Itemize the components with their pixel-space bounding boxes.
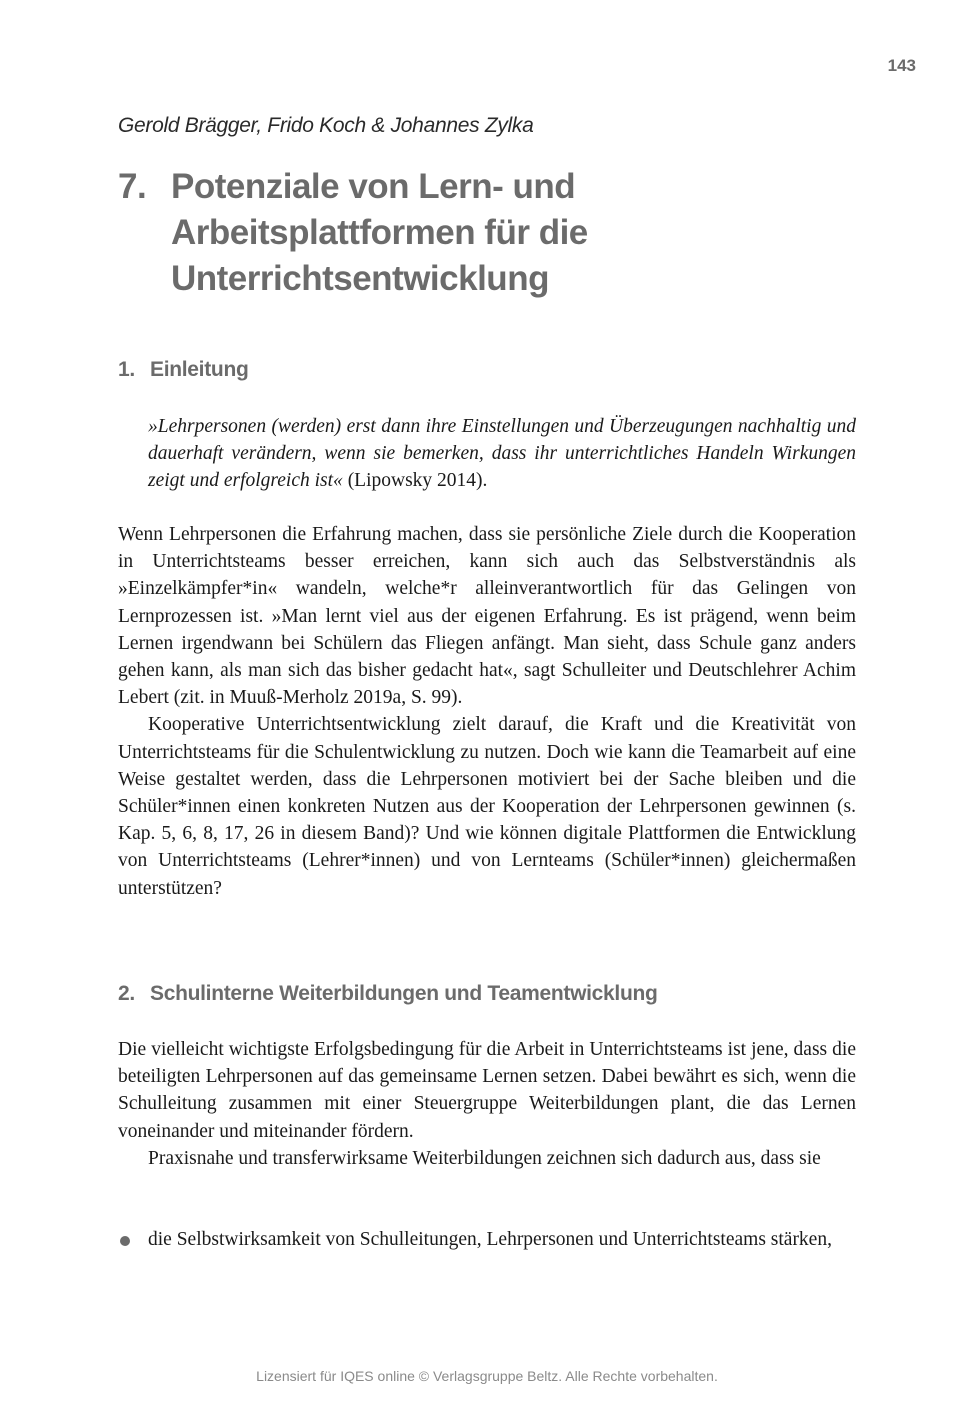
authors: Gerold Brägger, Frido Koch & Johannes Zylka (118, 114, 534, 137)
bullet-list (118, 1226, 856, 1253)
paragraph: Praxisnahe und transferwirksame Weiterbildungen zeichnen sich dadurch aus, dass sie (148, 1147, 821, 1169)
section-2-body (118, 1036, 856, 1172)
paragraph: Wenn Lehrpersonen die Erfahrung machen, dass sie persönliche Ziele durch die Kooperation in Unterrichtsteams besser erreichen, kann sich auch das Selbstverständnis als »Einzelkämpfer*in« wandeln, welche*r alleinverantwortlich für das Gelingen von Lernprozessen ist. »Man lernt viel aus der eigenen Erfahrung. Es ist prägend, wenn beim Lernen irgendwann bei Schülern das Fliegen anfängt. Man sieht, dass Schule ganz anders gehen kann, als man sich das bisher gedacht hat«, sagt Schulleiter und Deutschlehrer Achim Lebert (zit. in Muuß-Merholz 2019a, S. 99). (118, 524, 856, 709)
section-title: Schulinterne Weiterbildungen und Teamentwicklung (150, 982, 658, 1005)
chapter-number: 7. (118, 167, 147, 206)
section-number: 2. (118, 982, 135, 1005)
section-title: Einleitung (150, 358, 249, 381)
page-number: 143 (887, 56, 916, 75)
section-heading-weiterbildungen (118, 982, 658, 1006)
paragraph: Kooperative Unterrichtsentwicklung zielt darauf, die Kraft und die Kreativität von Unterrichtsteams für die Schulentwicklung zu nutzen. Doch wie kann die Teamarbeit auf eine Weise gestaltet werden, dass die Lehrpersonen motiviert bei der Sache bleiben und die Schüler*innen einen konkreten Nutzen aus der Kooperation der Lehrpersonen gewinnen (s. Kap. 5, 6, 8, 17, 26 in diesem Band)? Und wie können digitale Plattformen die Entwicklung von Unterrichtsteams (Lehrer*innen) und von Lernteams (Schüler*innen) gleichermaßen unterstützen? (118, 714, 856, 899)
chapter-title-text: Potenziale von Lern- und Arbeitsplattformen für die Unterrichtsentwicklung (171, 167, 588, 298)
section-number: 1. (118, 358, 135, 381)
chapter-title (118, 164, 818, 302)
license-footer: Lizensiert für IQES online © Verlagsgruppe Beltz. Alle Rechte vorbehalten. (256, 1368, 718, 1384)
list-item-text: die Selbstwirksamkeit von Schulleitungen, Lehrpersonen und Unterrichtsteams stärken, (148, 1229, 832, 1250)
list-item (118, 1226, 856, 1253)
bullet-dot-icon (118, 1226, 148, 1253)
quote-text: »Lehrpersonen (werden) erst dann ihre Einstellungen und Überzeugungen nachhaltig und dauerhaft verändern, wenn sie bemerken, dass ihr unterrichtliches Handeln Wirkungen zeigt und erfolgreich ist« (148, 416, 856, 492)
quote-citation: (Lipowsky 2014). (342, 470, 488, 492)
section-heading-einleitung (118, 358, 249, 382)
epigraph-quote (148, 413, 856, 495)
section-1-body (118, 521, 856, 902)
paragraph: Die vielleicht wichtigste Erfolgsbedingung für die Arbeit in Unterrichtsteams ist jene, dass die beteiligten Lehrpersonen auf das gemeinsame Lernen setzen. Dabei bewährt es sich, wenn die Schulleitung zusammen mit einer Steuergruppe Weiterbildungen plant, die das Lernen voneinander und miteinander fördern. (118, 1039, 856, 1142)
